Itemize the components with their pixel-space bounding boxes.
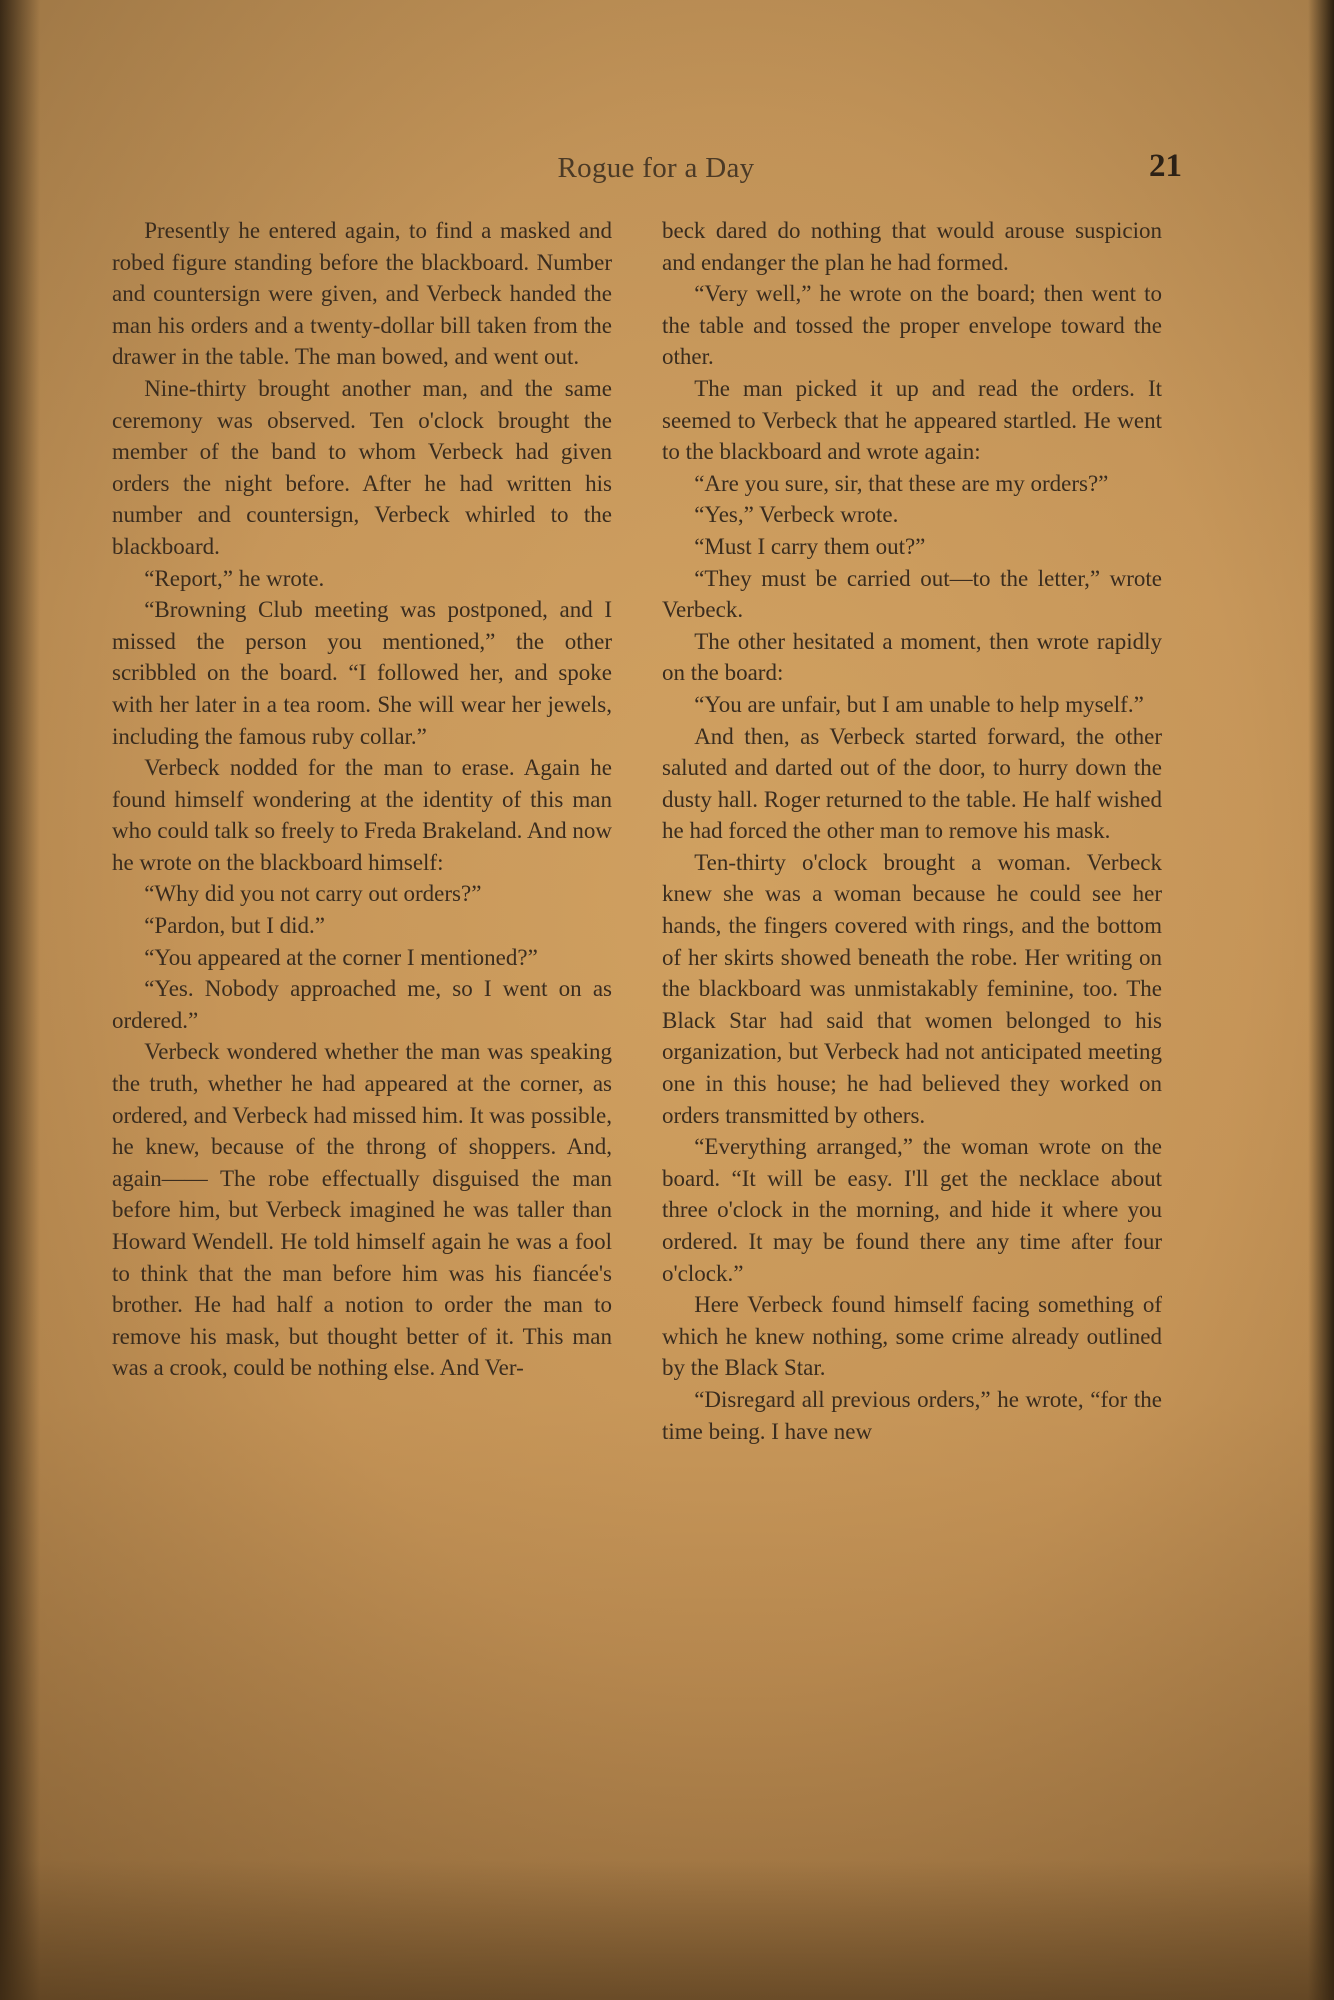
right-column bbox=[662, 215, 1162, 1835]
paragraph: Presently he entered again, to find a masked and robed figure standing before the blackboard. Number and countersign were given, and Verbeck handed the man his orders and a twenty-dollar bill taken from the drawer in the table. The man bowed, and went out. bbox=[112, 218, 612, 370]
page-header bbox=[130, 148, 1182, 196]
page-right-shadow bbox=[1308, 0, 1334, 2000]
paragraph: And then, as Verbeck started forward, the other saluted and darted out of the door, to hurry down the dusty hall. Roger returned to the table. He half wished he had forced the other man to remove his mask. bbox=[662, 723, 1162, 844]
paragraph: “Are you sure, sir, that these are my orders?” bbox=[694, 470, 1109, 496]
page-number: 21 bbox=[1149, 148, 1182, 184]
paragraph: “Everything arranged,” the woman wrote on the board. “It will be easy. I'll get the necklace about three o'clock in the morning, and hide it where you ordered. It may be found there any time after four o'clock.” bbox=[662, 1134, 1162, 1286]
left-column bbox=[112, 215, 612, 1835]
paragraph: The other hesitated a moment, then wrote rapidly on the board: bbox=[662, 628, 1162, 686]
paragraph: “Disregard all previous orders,” he wrote, “for the time being. I have new bbox=[662, 1386, 1162, 1444]
paragraph: Here Verbeck found himself facing something of which he knew nothing, some crime already outlined by the Black Star. bbox=[662, 1292, 1162, 1381]
paragraph: “Yes. Nobody approached me, so I went on as ordered.” bbox=[112, 976, 612, 1033]
paragraph: “Very well,” he wrote on the board; then went to the table and tossed the proper envelope toward the other. bbox=[662, 281, 1162, 370]
paragraph: “You are unfair, but I am unable to help myself.” bbox=[694, 691, 1144, 717]
paragraph: Nine-thirty brought another man, and the same ceremony was observed. Ten o'clock brought the member of the band to whom Verbeck had given orders the night before. After he had written his number and countersign, Verbeck whirled to the blackboard. bbox=[112, 375, 612, 559]
paragraph: “Report,” he wrote. bbox=[144, 565, 325, 591]
paragraph: “Browning Club meeting was postponed, and I missed the person you mentioned,” the other scribbled on the board. “I followed her, and spoke with her later in a tea room. She will wear her jewels, including the famous ruby collar.” bbox=[112, 597, 612, 749]
paragraph: beck dared do nothing that would arouse suspicion and endanger the plan he had formed. bbox=[662, 218, 1162, 275]
paragraph: The man picked it up and read the orders. It seemed to Verbeck that he appeared startled. He went to the blackboard and wrote again: bbox=[662, 375, 1162, 465]
paragraph: “You appeared at the corner I mentioned?” bbox=[144, 944, 538, 970]
paragraph: “Yes,” Verbeck wrote. bbox=[694, 502, 899, 528]
paragraph: Verbeck nodded for the man to erase. Again he found himself wondering at the identity of this man who could talk so freely to Freda Brakeland. And now he wrote on the blackboard himself: bbox=[112, 755, 612, 875]
paragraph: Ten-thirty o'clock brought a woman. Verbeck knew she was a woman because he could see her hands, the fingers covered with rings, and the bottom of her skirts showed beneath the robe. Her writing on the blackboard was unmistakably feminine, too. The Black Star had said that women belonged to his organization, but Verbeck had not anticipated meeting one in this house; he had believed they worked on orders transmitted by others. bbox=[662, 849, 1162, 1128]
paragraph: “They must be carried out—to the letter,” wrote Verbeck. bbox=[662, 565, 1162, 623]
paragraph: “Pardon, but I did.” bbox=[144, 913, 325, 939]
paragraph: “Must I carry them out?” bbox=[694, 533, 926, 559]
paragraph: “Why did you not carry out orders?” bbox=[144, 881, 482, 907]
running-head: Rogue for a Day bbox=[557, 152, 755, 184]
paragraph: Verbeck wondered whether the man was speaking the truth, whether he had appeared at the corner, as ordered, and Verbeck had missed him. It was possible, he knew, because of the throng of shoppers. And, again—— The robe effectually disguised the man before him, but Verbeck imagined he was taller than Howard Wendell. He told himself again he was a fool to think that the man before him was his fiancée's brother. He had half a notion to order the man to remove his mask, but thought better of it. This man was a crook, could be nothing else. And Ver- bbox=[112, 1039, 612, 1381]
page-left-shadow bbox=[0, 0, 40, 2000]
page-bottom-shadow bbox=[0, 1860, 1334, 2000]
